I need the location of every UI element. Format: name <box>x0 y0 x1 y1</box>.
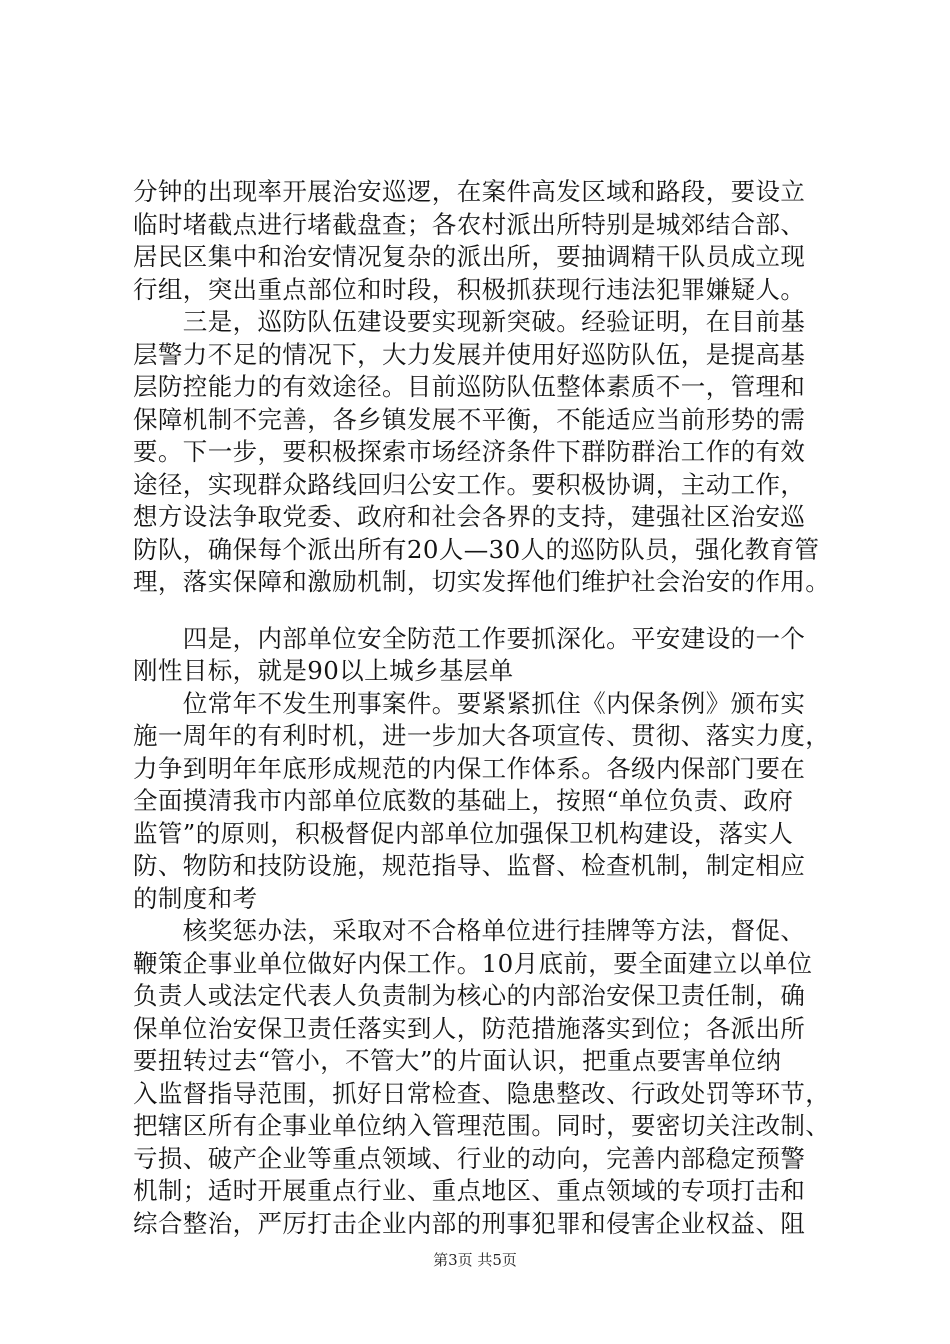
text-line: 的制度和考 <box>133 883 258 913</box>
text-line: 全面摸清我市内部单位底数的基础上，按照“单位负责、政府 <box>133 786 794 815</box>
text-line: 临时堵截点进行堵截盘查；各农村派出所特别是城郊结合部、 <box>133 209 806 239</box>
text-line: 负责人或法定代表人负责制为核心的内部治安保卫责任制，确 <box>133 981 806 1010</box>
text-line: 综合整治，严厉打击企业内部的刑事犯罪和侵害企业权益、阻 <box>133 1208 806 1238</box>
text-line: 想方设法争取党委、政府和社会各界的支持，建强社区治安巡 <box>133 502 806 531</box>
text-line: 要。下一步，要积极探索市场经济条件下群防群治工作的有效 <box>133 437 806 466</box>
text-line: 层防控能力的有效途径。目前巡防队伍整体素质不一，管理和 <box>133 372 806 401</box>
text-line: 鞭策企事业单位做好内保工作。10月底前，要全面建立以单位 <box>133 948 813 978</box>
text-line: 居民区集中和治安情况复杂的派出所，要抽调精干队员成立现 <box>133 242 806 271</box>
text-line: 要扭转过去“管小，不管大”的片面认识，把重点要害单位纳 <box>133 1046 782 1075</box>
text-line: 理，落实保障和激励机制，切实发挥他们维护社会治安的作用。 <box>133 567 831 596</box>
text-line: 位常年不发生刑事案件。要紧紧抓住《内保条例》颁布实 <box>133 688 806 718</box>
body-text <box>133 176 838 1240</box>
text-line: 四是，内部单位安全防范工作要抓深化。平安建设的一个 <box>133 623 806 653</box>
text-line: 入监督指导范围，抓好日常检查、隐患整改、行政处罚等环节， <box>133 1078 831 1108</box>
text-line: 防、物防和技防设施，规范指导、监督、检查机制，制定相应 <box>133 851 806 880</box>
text-line: 保障机制不完善，各乡镇发展不平衡，不能适应当前形势的需 <box>133 404 806 434</box>
text-line: 三是，巡防队伍建设要实现新突破。经验证明，在目前基 <box>133 307 806 336</box>
page-number: 第3页 共5页 <box>433 1251 517 1269</box>
text-line: 亏损、破产企业等重点领域、行业的动向，完善内部稳定预警 <box>133 1143 806 1173</box>
text-line: 刚性目标，就是90以上城乡基层单 <box>133 656 514 685</box>
text-line: 力争到明年年底形成规范的内保工作体系。各级内保部门要在 <box>133 753 806 783</box>
text-line: 分钟的出现率开展治安巡逻，在案件高发区域和路段，要设立 <box>133 177 806 206</box>
text-line: 保单位治安保卫责任落实到人，防范措施落实到位；各派出所 <box>133 1013 806 1043</box>
text-line: 施一周年的有利时机，进一步加大各项宣传、贯彻、落实力度， <box>133 721 831 750</box>
text-line: 行组，突出重点部位和时段，积极抓获现行违法犯罪嫌疑人。 <box>133 274 806 304</box>
text-line: 防队，确保每个派出所有20人—30人的巡防队员，强化教育管 <box>133 534 820 564</box>
text-line: 机制；适时开展重点行业、重点地区、重点领域的专项打击和 <box>133 1176 806 1205</box>
text-line: 层警力不足的情况下，大力发展并使用好巡防队伍，是提高基 <box>133 339 806 369</box>
text-line: 途径，实现群众路线回归公安工作。要积极协调，主动工作， <box>133 469 806 499</box>
paragraph-gap <box>133 599 838 623</box>
text-line: 把辖区所有企事业单位纳入管理范围。同时，要密切关注改制、 <box>133 1111 831 1140</box>
text-line: 核奖惩办法，采取对不合格单位进行挂牌等方法，督促、 <box>133 916 806 945</box>
text-line: 监管”的原则，积极督促内部单位加强保卫机构建设，落实人 <box>133 818 794 848</box>
